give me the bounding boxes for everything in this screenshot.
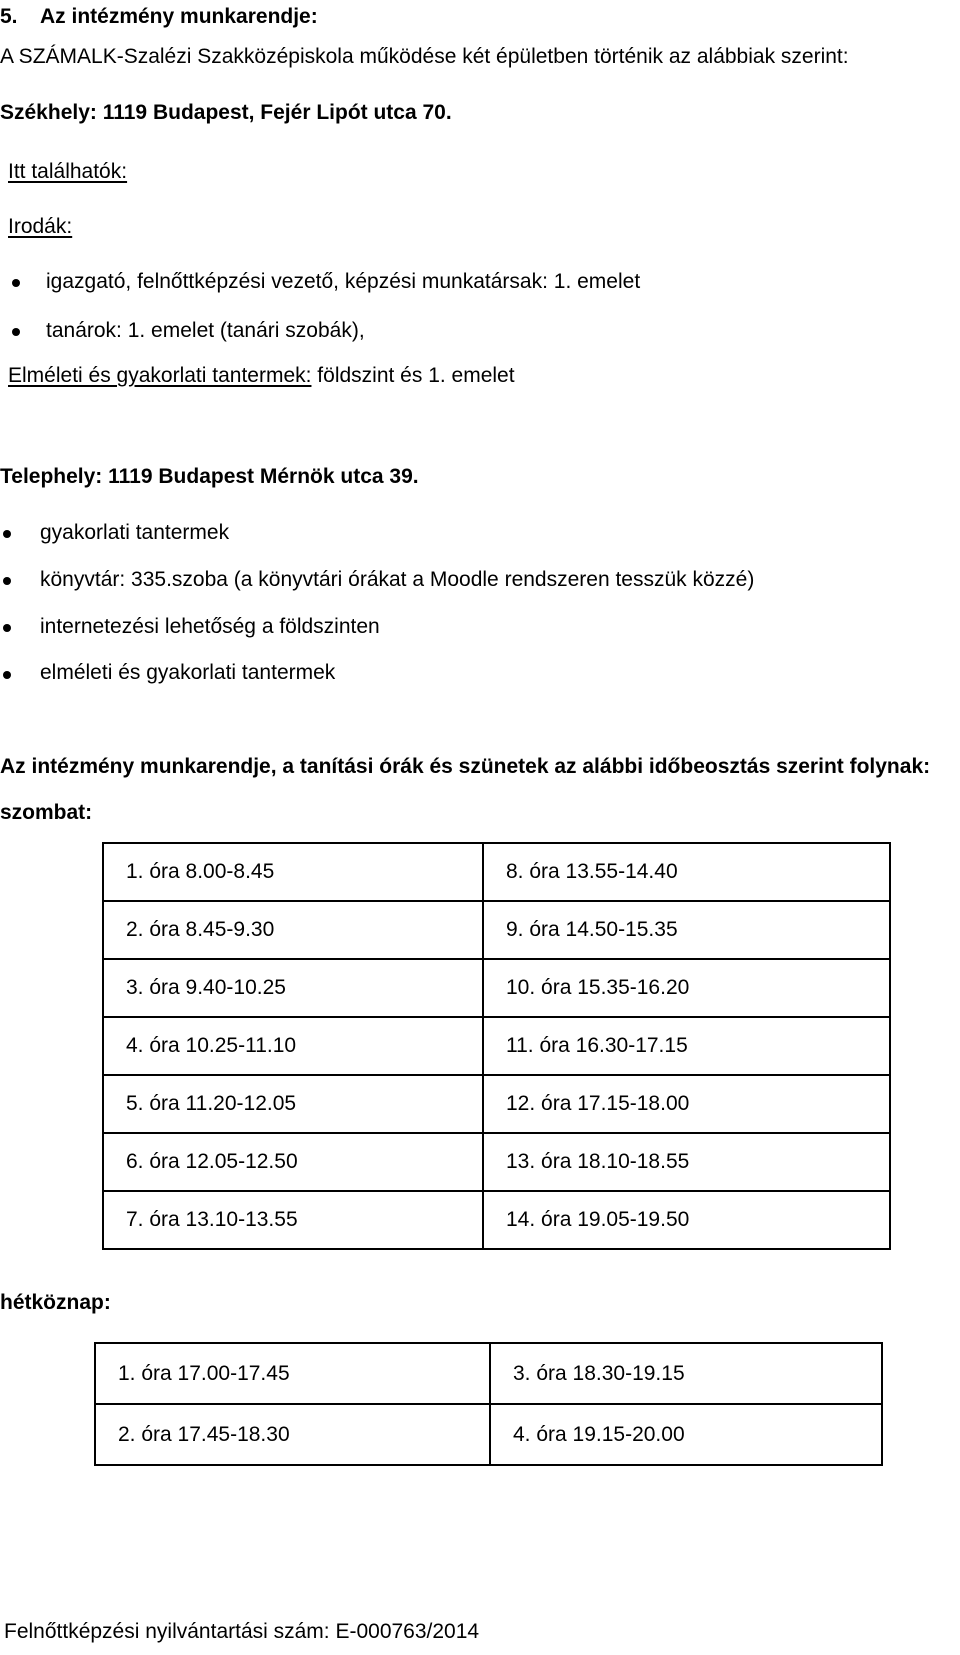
saturday-label: szombat: [0, 801, 93, 824]
schedule-intro: Az intézmény munkarendje, a tanítási órák és szünetek az alábbi időbeosztás szerint folynak: [0, 755, 931, 778]
table-cell: 3. óra 18.30-19.15 [490, 1343, 882, 1404]
list-item: internetezési lehetőség a földszinten [40, 615, 380, 638]
table-cell: 10. óra 15.35-16.20 [483, 959, 890, 1017]
table-cell: 4. óra 10.25-11.10 [103, 1017, 483, 1075]
table-row [103, 843, 890, 901]
bullet-dot [3, 577, 11, 585]
table-row [103, 1133, 890, 1191]
table-cell: 13. óra 18.10-18.55 [483, 1133, 890, 1191]
table-cell: 3. óra 9.40-10.25 [103, 959, 483, 1017]
list-item: igazgató, felnőttképzési vezető, képzési munkatársak: 1. emelet [46, 270, 641, 293]
section-number: 5. [0, 5, 18, 28]
table-cell: 6. óra 12.05-12.50 [103, 1133, 483, 1191]
weekday-schedule-table [94, 1342, 883, 1466]
bullet-dot [3, 530, 11, 538]
hq-heading: Székhely: 1119 Budapest, Fejér Lipót utca 70. [0, 101, 452, 124]
intro-text: A SZÁMALK-Szalézi Szakközépiskola működése két épületben történik az alábbiak szerint: [0, 45, 849, 68]
table-row [103, 1191, 890, 1249]
bullet-dot [3, 624, 11, 632]
classrooms-value: földszint és 1. emelet [311, 364, 515, 387]
list-item: gyakorlati tantermek [40, 521, 230, 544]
saturday-schedule-table [102, 842, 891, 1250]
table-cell: 11. óra 16.30-17.15 [483, 1017, 890, 1075]
list-item: tanárok: 1. emelet (tanári szobák), [46, 319, 365, 342]
bullet-dot [12, 328, 20, 336]
table-cell: 4. óra 19.15-20.00 [490, 1404, 882, 1465]
table-cell: 8. óra 13.55-14.40 [483, 843, 890, 901]
bullet-dot [3, 671, 11, 679]
site-heading: Telephely: 1119 Budapest Mérnök utca 39. [0, 465, 419, 488]
table-cell: 2. óra 17.45-18.30 [95, 1404, 490, 1465]
weekday-label: hétköznap: [0, 1291, 111, 1314]
table-cell: 7. óra 13.10-13.55 [103, 1191, 483, 1249]
table-cell: 2. óra 8.45-9.30 [103, 901, 483, 959]
found-here-label: Itt találhatók: [8, 160, 128, 183]
table-row [103, 1017, 890, 1075]
table-cell: 5. óra 11.20-12.05 [103, 1075, 483, 1133]
footer-registration: Felnőttképzési nyilvántartási szám: E-000763/2014 [4, 1620, 480, 1643]
table-row [95, 1404, 882, 1465]
table-cell: 1. óra 17.00-17.45 [95, 1343, 490, 1404]
table-row [103, 1075, 890, 1133]
table-cell: 12. óra 17.15-18.00 [483, 1075, 890, 1133]
classrooms-line [8, 363, 515, 389]
table-cell: 1. óra 8.00-8.45 [103, 843, 483, 901]
list-item: elméleti és gyakorlati tantermek [40, 661, 336, 684]
offices-label: Irodák: [8, 215, 73, 238]
table-cell: 9. óra 14.50-15.35 [483, 901, 890, 959]
list-item: könyvtár: 335.szoba (a könyvtári órákat a Moodle rendszeren tesszük közzé) [40, 568, 755, 591]
table-row [103, 901, 890, 959]
table-row [103, 959, 890, 1017]
classrooms-label: Elméleti és gyakorlati tantermek: [8, 364, 312, 387]
table-cell: 14. óra 19.05-19.50 [483, 1191, 890, 1249]
bullet-dot [12, 279, 20, 287]
table-row [95, 1343, 882, 1404]
section-title: Az intézmény munkarendje: [40, 5, 318, 28]
